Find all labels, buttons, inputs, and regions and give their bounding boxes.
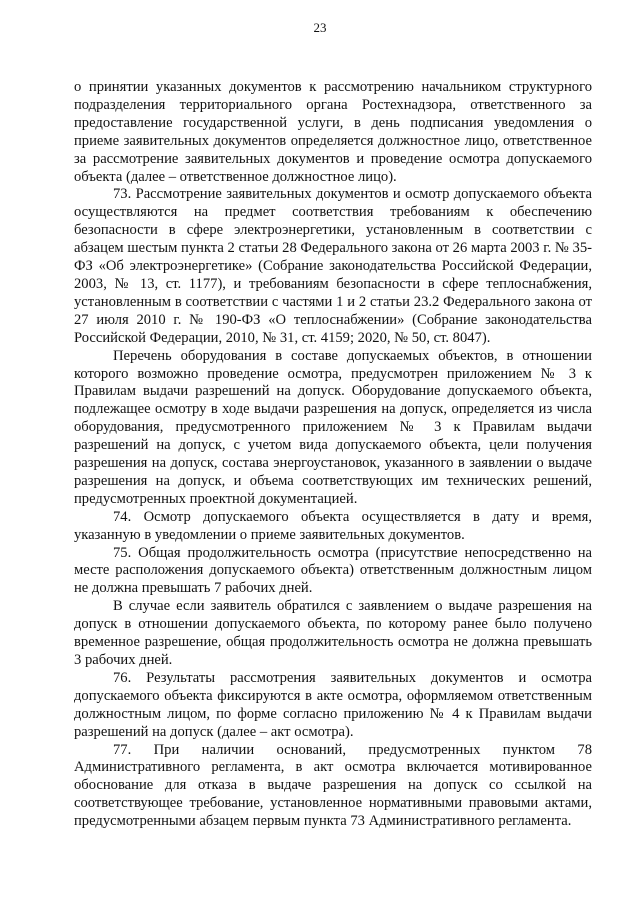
paragraph-equipment-list: Перечень оборудования в составе допускаемых объектов, в отношении которого возможно проведение осмотра, предусмотрен приложением № 3 к Правилам выдачи разрешений на допуск. Оборудование допускаемого объекта, подлежащее осмотру в ходе выдачи разрешения на допуск, определяется из числа оборудования, предусмотренного приложением № 3 к Правилам выдачи разрешений на допуск, с учетом вида допускаемого объекта, цели получения разрешения на допуск, состава энергоустановок, указанного в заявлении о выдаче разрешения на допуск, и объема соответствующих им технических решений, предусмотренных проектной документацией. bbox=[74, 347, 592, 507]
paragraph-item-75: 75. Общая продолжительность осмотра (присутствие непосредственно на месте расположения допускаемого объекта) ответственным должностным лицом не должна превышать 7 рабочих дней. bbox=[74, 544, 592, 597]
paragraph-continuation: о принятии указанных документов к рассмотрению начальником структурного подразделения территориального органа Ростехнадзора, ответственного за предоставление государственной услуги, в день подписания уведомления о приеме заявительных документов определяется должностное лицо, ответственное за рассмотрение заявительных документов и проведение осмотра допускаемого объекта (далее – ответственное должностное лицо). bbox=[74, 79, 592, 185]
paragraph-item-76: 76. Результаты рассмотрения заявительных документов и осмотра допускаемого объекта фиксируются в акте осмотра, оформляемом ответственным должностным лицом, по форме согласно приложению № 4 к Правилам выдачи разрешений на допуск (далее – акт осмотра). bbox=[74, 669, 592, 740]
document-body bbox=[74, 79, 592, 831]
paragraph-item-74: 74. Осмотр допускаемого объекта осуществляется в дату и время, указанную в уведомлении о приеме заявительных документов. bbox=[74, 508, 592, 543]
paragraph-temporary-permit: В случае если заявитель обратился с заявлением о выдаче разрешения на допуск в отношении допускаемого объекта, по которому ранее было получено временное разрешение, общая продолжительность осмотра не должна превышать 3 рабочих дней. bbox=[74, 598, 592, 668]
paragraph-item-73: 73. Рассмотрение заявительных документов и осмотр допускаемого объекта осуществляются на предмет соответствия требованиям к обеспечению безопасности в сфере электроэнергетики, установленным в соответствии с абзацем шестым пункта 2 статьи 28 Федерального закона от 26 марта 2003 г. № 35-ФЗ «Об электроэнергетике» (Собрание законодательства Российской Федерации, 2003, № 13, ст. 1177), и требованиям безопасности в сфере теплоснабжения, установленным в соответствии с частями 1 и 2 статьи 23.2 Федерального закона от 27 июля 2010 г. № 190-ФЗ «О теплоснабжении» (Собрание законодательства Российской Федерации, 2010, № 31, ст. 4159; 2020, № 50, ст. 8047). bbox=[74, 186, 592, 346]
page-number: 23 bbox=[313, 20, 327, 35]
paragraph-item-77: 77. При наличии оснований, предусмотренных пунктом 78 Административного регламента, в акт осмотра включается мотивированное обоснование для отказа в выдаче разрешения на допуск со ссылкой на соответствующее требование, установленное нормативными правовыми актами, предусмотренными абзацем первым пункта 73 Административного регламента. bbox=[74, 741, 592, 830]
